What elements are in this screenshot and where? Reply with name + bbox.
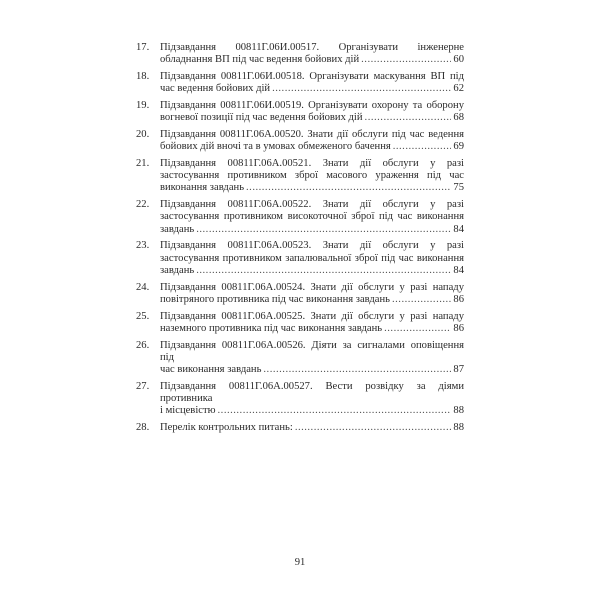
toc-entry-title-end: Перелік контрольних питань: xyxy=(160,422,293,434)
toc-entry-number: 23. xyxy=(136,240,150,252)
toc-dot-leader xyxy=(196,224,451,236)
toc-entry-title-end: наземного противника під час виконання завдань xyxy=(160,322,383,334)
toc-entry-number: 19. xyxy=(136,100,150,111)
toc-entry-body xyxy=(160,71,464,95)
toc-entry-title-end: і місцевістю xyxy=(160,405,216,417)
toc-entry-title-line: застосування противником високоточної зброї під час виконання xyxy=(160,211,464,223)
toc-entry xyxy=(136,199,464,236)
toc-entry-body xyxy=(160,42,464,66)
toc-entry-title-end: виконання завдань xyxy=(160,182,245,194)
toc-entry-body xyxy=(160,340,464,377)
toc-entry-title-line: Підзавдання 00811Г.06И.00519. Організувати охорону та оборону xyxy=(160,100,464,111)
toc-entry-number: 25. xyxy=(136,310,150,322)
toc-entry-number: 20. xyxy=(136,129,150,140)
toc-entry-page-number: 68 xyxy=(453,112,464,124)
toc-entry-body xyxy=(160,311,464,335)
toc-dot-leader xyxy=(365,112,452,124)
page-number: 91 xyxy=(294,557,306,568)
toc-entry-page-number: 87 xyxy=(453,364,464,376)
toc-dot-leader xyxy=(263,364,451,376)
toc-entry-leader-line xyxy=(160,182,464,194)
toc-entry-title-end: вогневої позиції під час ведення бойових дій xyxy=(160,112,363,124)
toc-entry-title-line: Підзавдання 00811Г.06А.00521. Знати дії обслуги у разі xyxy=(160,158,464,169)
toc-entry-leader-line xyxy=(160,224,464,236)
toc-entry-number: 22. xyxy=(136,199,150,211)
toc-entry-number: 21. xyxy=(136,158,150,169)
toc-dot-leader xyxy=(393,141,452,153)
toc-entry-leader-line xyxy=(160,141,464,153)
toc-entry xyxy=(136,282,464,306)
toc-entry-page-number: 62 xyxy=(453,83,464,95)
toc-entry-number: 26. xyxy=(136,339,150,351)
toc-entry-number: 28. xyxy=(136,422,150,434)
toc-entry-title-end: час виконання завдань xyxy=(160,364,262,376)
toc-entry-body xyxy=(160,129,464,153)
toc-entry-leader-line xyxy=(160,364,464,376)
toc-entry-body xyxy=(160,100,464,124)
toc-entry-page-number: 86 xyxy=(453,293,464,305)
toc-entry-leader-line xyxy=(160,405,464,417)
toc-entry-title-line: застосування противником запалювальної зброї під час виконання xyxy=(160,252,464,264)
toc-entry-page-number: 69 xyxy=(453,141,464,153)
toc-entry-title-line: Підзавдання 00811Г.06И.00517. Організувати інженерне xyxy=(160,42,464,53)
toc-dot-leader xyxy=(361,54,451,66)
toc-entry-leader-line xyxy=(160,294,464,306)
toc-entry-title-line: Підзавдання 00811Г.06А.00523. Знати дії обслуги у разі xyxy=(160,240,464,252)
toc-entry-leader-line xyxy=(160,54,464,66)
toc-entry-page-number: 75 xyxy=(453,182,464,194)
toc-entry-body xyxy=(160,282,464,306)
toc-entry-body xyxy=(160,158,464,195)
toc-dot-leader xyxy=(392,294,451,306)
toc-entry-page-number: 88 xyxy=(453,405,464,417)
toc-entry-page-number: 60 xyxy=(453,54,464,66)
toc-entry xyxy=(136,311,464,335)
toc-entry-title-end: обладнання ВП під час ведення бойових дій xyxy=(160,54,360,66)
toc-entry-leader-line xyxy=(160,323,464,335)
toc-entry-title-end: час ведення бойових дій xyxy=(160,83,271,95)
toc-entry-body xyxy=(160,240,464,277)
toc-entry-title-line: Підзавдання 00811Г.06А.00524. Знати дії обслуги у разі нападу xyxy=(160,281,464,293)
toc-entry-number: 24. xyxy=(136,281,150,293)
toc-dot-leader xyxy=(218,405,452,417)
toc-entry xyxy=(136,71,464,95)
toc-dot-leader xyxy=(272,83,451,95)
toc-entry-title-line: Підзавдання 00811Г.06И.00518. Організувати маскування ВП під xyxy=(160,71,464,82)
toc-entry-leader-line xyxy=(160,112,464,124)
toc-entry xyxy=(136,129,464,153)
toc-entry-number: 18. xyxy=(136,71,150,82)
toc-entry-title-line: Підзавдання 00811Г.06А.00526. Діяти за сигналами оповіщення під xyxy=(160,339,464,363)
toc-entry-title-line: застосування противником зброї масового ураження під час xyxy=(160,170,464,182)
toc-entry-title-line: Підзавдання 00811Г.06А.00520. Знати дії обслуги під час ведення xyxy=(160,129,464,140)
toc-entry-title-end: бойових дій вночі та в умовах обмеженого бачення xyxy=(160,141,391,153)
toc-entry-title-line: Підзавдання 00811Г.06А.00525. Знати дії обслуги у разі нападу xyxy=(160,310,464,322)
toc-entry-title-line: Підзавдання 00811Г.06А.00522. Знати дії обслуги у разі xyxy=(160,199,464,211)
toc-entry xyxy=(136,158,464,195)
toc-entry-number: 17. xyxy=(136,42,150,53)
toc-entry xyxy=(136,422,464,434)
toc-entry-page-number: 88 xyxy=(453,422,464,434)
toc-entry-title-line: Підзавдання 00811Г.06А.00527. Вести розвідку за діями противника xyxy=(160,380,464,405)
toc-entry-leader-line xyxy=(160,265,464,277)
toc-dot-leader xyxy=(246,182,451,194)
toc-entry-page-number: 84 xyxy=(453,223,464,235)
toc-dot-leader xyxy=(384,323,451,335)
toc-entry xyxy=(136,381,464,418)
table-of-contents xyxy=(136,42,464,439)
toc-entry-body xyxy=(160,422,464,434)
toc-entry-title-end: завдань xyxy=(160,264,195,276)
toc-entry-leader-line xyxy=(160,422,464,434)
toc-entry-title-end: завдань xyxy=(160,223,195,235)
toc-entry-page-number: 84 xyxy=(453,264,464,276)
toc-dot-leader xyxy=(196,265,451,277)
toc-entry xyxy=(136,240,464,277)
toc-entry-body xyxy=(160,199,464,236)
toc-entry-leader-line xyxy=(160,83,464,95)
toc-entry-title-end: повітряного противника під час виконання завдань xyxy=(160,293,390,305)
toc-entry xyxy=(136,42,464,66)
toc-entry xyxy=(136,100,464,124)
toc-dot-leader xyxy=(295,422,452,434)
toc-entry-body xyxy=(160,381,464,418)
toc-entry-page-number: 86 xyxy=(453,322,464,334)
toc-entry xyxy=(136,340,464,377)
toc-entry-number: 27. xyxy=(136,380,150,392)
